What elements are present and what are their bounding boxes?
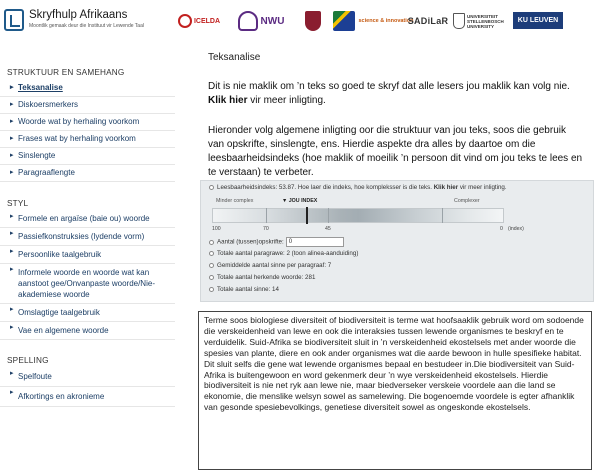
scale-right-label: Complexer [454,198,480,204]
bullet-icon [209,240,214,245]
readability-gradient-bar [212,208,504,223]
section-heading: STRUKTUUR EN SAMEHANG [7,68,125,77]
page-title: Teksanalise [208,52,261,63]
sidebar-spacer [0,182,175,197]
bullet-icon [209,287,214,292]
sidebar-item-omslagtige-taalgebruik[interactable]: ▸ Omslagtige taalgebruik [0,304,175,322]
sidebar-item-persoonlike-taalgebruik[interactable]: ▸ Persoonlike taalgebruik [0,246,175,264]
description-paragraph: Hieronder volg algemene inligting oor die struktuur van jou teks, soos die gebruik van opskrifte, sinslengte, ens. Hierdie aspekte dra alles by daartoe om die leesbaarheidsindeks (hoe maklik of moeilik ’n persoon dit vind om jou teks te lees en te verstaan) te verbeter. [208,125,583,178]
sidebar-item-informele-woorde[interactable]: ▸ Informele woorde en woorde wat kan aanstoot gee/Onvanpaste woorde/Nie-akademiese woorde [0,264,175,304]
scale-tick-label: 0 [500,226,503,232]
sidebar-item-sinslengte[interactable]: ▸ Sinslengte [0,148,175,165]
readability-info-link[interactable]: Klik hier [433,184,459,191]
sidebar-item-diskoersmerkers[interactable]: ▸ Diskoersmerkers [0,97,175,114]
scale-tick-label: 100 [212,226,221,232]
sidebar-spacer [0,340,175,354]
sidebar [0,66,175,407]
headings-count-input[interactable]: 0 [286,237,344,247]
text-input-area[interactable]: Terme soos biologiese diversiteit of biodiversiteit is terme wat hoofsaaklik gebruik word om sodoende die verskeidenheid van lewe en ook die interaksies tussen lewende organismes te beskryf en te verduidelik. Suid-Afrika se biodiversiteit sluit in ’n verskeidenheid ekostelsels met ander woorde die spesies van plante, diere en ook ander organismes wat die aarde bewoon in hulle spesifieke habitat. Dit sluit selfs die gene wat lewende organismes bepaal en bestudeer in.Die biodiversiteit van Suid-Afrika is buitengewoon en word gekenmerk deur ’n wye verskeidenheid ekostelsels. Hierdie biodiversiteit is nie net ryk aan lewe nie, maar biedverseker verskeie voordele aan die land se ekonomie, die menslike welsyn sowel as samelewing. Die bogenoemde voordele is egter afhanklik van gesonde spesiebevolkings, genetiese diversiteit sowel as ongeskonde ekostelsels. [198,311,592,470]
section-heading: STYL [7,199,29,208]
sidebar-item-passiefkonstruksies[interactable]: ▸ Passiefkonstruksies (lydende vorm) [0,228,175,246]
stat-line: Totale aantal herkende woorde: 281 [209,274,315,281]
brand-mark-icon [4,9,24,31]
bullet-icon [209,263,214,268]
brand-logo[interactable] [4,8,154,34]
stat-line: Totale aantal paragrawe: 2 (toon alinea-aanduiding) [209,250,358,257]
icelda-logo: ICELDA [178,9,220,33]
stat-line: Gemiddelde aantal sinne per paragraaf: 7 [209,262,331,269]
nwu-logo: NWU [230,9,292,33]
sidebar-section-spelling [0,354,175,407]
header [0,0,600,40]
scale-tick [328,208,329,223]
crest-icon [305,11,321,31]
readability-line: Leesbaarheidsindeks: 53.87. Hoe laer die indeks, hoe kompleksser is die teks. Klik hier vir meer inligting. [209,184,507,191]
scale-marker-label: ▼ JOU INDEX [282,198,318,204]
sidebar-item-spelfoute[interactable]: ▸ Spelfoute [0,368,175,387]
scale-tick [266,208,267,223]
sidebar-item-vae-woorde[interactable]: ▸ Vae en algemene woorde [0,322,175,340]
sidebar-item-afkortings[interactable]: ▸ Afkortings en akronieme [0,387,175,407]
university-crest-logo [303,9,323,33]
sidebar-item-formele-woorde[interactable]: ▸ Formele en argaïse (baie ou) woorde [0,211,175,228]
scale-left-label: Minder complex [216,198,254,204]
sidebar-section-style [0,197,175,340]
brand-tagline: Moontlik gemaak deur die Instituut vir Lewende Taal [29,23,144,29]
sidebar-item-paragraaflengte[interactable]: ▸ Paragraaflengte [0,165,175,182]
readability-marker [306,207,308,224]
dsi-logo: science & innovation [358,18,414,24]
sidebar-section-structure [0,66,175,182]
icelda-mark-icon [178,14,192,28]
intro-paragraph: Dit is nie maklik om ’n teks so goed te skryf dat alle lesers jou maklik kan volg nie. Klik hier vir meer inligting. [208,81,570,106]
readability-scale [212,198,594,234]
bullet-icon [209,185,214,190]
coat-of-arms-icon [333,11,355,31]
stellenbosch-logo: UNIVERSITEIT STELLENBOSCH UNIVERSITY [452,9,506,33]
sidebar-item-herhaalde-woorde[interactable]: ▸ Woorde wat by herhaling voorkom [0,114,175,131]
sa-coat-of-arms-logo [330,9,358,33]
stat-line: Totale aantal sinne: 14 [209,286,279,293]
scale-tick [442,208,443,223]
ku-leuven-logo: KU LEUVEN [513,12,563,29]
analysis-panel [200,180,594,302]
su-crest-icon [453,13,465,29]
bullet-icon [209,251,214,256]
bullet-icon [209,275,214,280]
sadilar-logo: SADiLaR [407,16,449,26]
scale-tick-label: 45 [325,226,331,232]
section-heading: SPELLING [7,356,49,365]
nwu-mark-icon [238,11,258,31]
scale-tick-label: (index) [508,226,524,232]
sidebar-item-herhaalde-frases[interactable]: ▸ Frases wat by herhaling voorkom [0,131,175,148]
sidebar-item-teksanalise[interactable]: ▸ Teksanalise [0,80,175,97]
scale-tick-label: 70 [263,226,269,232]
more-info-link[interactable]: Klik hier [208,95,248,106]
headings-line: Aantal (tussen)opskrifte: 0 [209,237,344,247]
brand-name: Skryfhulp Afrikaans [29,9,128,21]
